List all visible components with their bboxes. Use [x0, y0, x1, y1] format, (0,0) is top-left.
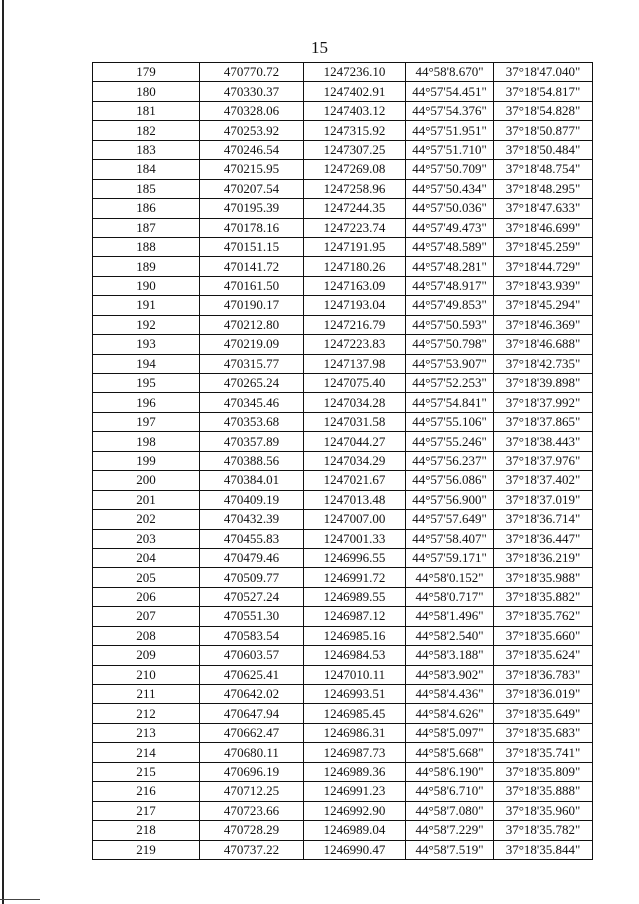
- y-coordinate-cell: 1247180.26: [304, 257, 406, 276]
- table-row: [93, 762, 593, 781]
- x-coordinate-cell: 470353.68: [200, 412, 304, 431]
- point-number-cell: 215: [93, 762, 200, 781]
- x-coordinate-cell: 470215.95: [200, 160, 304, 179]
- table-row: [93, 121, 593, 140]
- x-coordinate-cell: 470680.11: [200, 743, 304, 762]
- longitude-cell: 37°18'43.939": [494, 276, 593, 295]
- scan-edge-left: [2, 0, 4, 904]
- point-number-cell: 200: [93, 471, 200, 490]
- x-coordinate-cell: 470178.16: [200, 218, 304, 237]
- longitude-cell: 37°18'45.259": [494, 237, 593, 256]
- table-row: [93, 315, 593, 334]
- x-coordinate-cell: 470432.39: [200, 510, 304, 529]
- longitude-cell: 37°18'37.992": [494, 393, 593, 412]
- latitude-cell: 44°57'56.237": [406, 451, 494, 470]
- x-coordinate-cell: 470151.15: [200, 237, 304, 256]
- table-row: [93, 587, 593, 606]
- y-coordinate-cell: 1246993.51: [304, 685, 406, 704]
- table-row: [93, 296, 593, 315]
- y-coordinate-cell: 1246985.45: [304, 704, 406, 723]
- point-number-cell: 208: [93, 626, 200, 645]
- longitude-cell: 37°18'44.729": [494, 257, 593, 276]
- point-number-cell: 195: [93, 374, 200, 393]
- x-coordinate-cell: 470246.54: [200, 140, 304, 159]
- y-coordinate-cell: 1247044.27: [304, 432, 406, 451]
- longitude-cell: 37°18'35.624": [494, 646, 593, 665]
- latitude-cell: 44°58'5.097": [406, 723, 494, 742]
- y-coordinate-cell: 1246987.12: [304, 607, 406, 626]
- longitude-cell: 37°18'35.782": [494, 821, 593, 840]
- point-number-cell: 191: [93, 296, 200, 315]
- table-row: [93, 82, 593, 101]
- latitude-cell: 44°58'8.670": [406, 63, 494, 82]
- table-row: [93, 743, 593, 762]
- table-row: [93, 160, 593, 179]
- table-row: [93, 801, 593, 820]
- x-coordinate-cell: 470712.25: [200, 782, 304, 801]
- longitude-cell: 37°18'35.741": [494, 743, 593, 762]
- point-number-cell: 216: [93, 782, 200, 801]
- x-coordinate-cell: 470455.83: [200, 529, 304, 548]
- longitude-cell: 37°18'54.817": [494, 82, 593, 101]
- y-coordinate-cell: 1247244.35: [304, 199, 406, 218]
- longitude-cell: 37°18'35.844": [494, 840, 593, 859]
- longitude-cell: 37°18'48.754": [494, 160, 593, 179]
- latitude-cell: 44°57'49.853": [406, 296, 494, 315]
- point-number-cell: 207: [93, 607, 200, 626]
- point-number-cell: 193: [93, 335, 200, 354]
- latitude-cell: 44°58'7.080": [406, 801, 494, 820]
- point-number-cell: 188: [93, 237, 200, 256]
- x-coordinate-cell: 470190.17: [200, 296, 304, 315]
- table-row: [93, 471, 593, 490]
- x-coordinate-cell: 470141.72: [200, 257, 304, 276]
- x-coordinate-cell: 470737.22: [200, 840, 304, 859]
- x-coordinate-cell: 470696.19: [200, 762, 304, 781]
- latitude-cell: 44°58'5.668": [406, 743, 494, 762]
- longitude-cell: 37°18'35.888": [494, 782, 593, 801]
- y-coordinate-cell: 1247021.67: [304, 471, 406, 490]
- longitude-cell: 37°18'35.882": [494, 587, 593, 606]
- longitude-cell: 37°18'35.649": [494, 704, 593, 723]
- longitude-cell: 37°18'45.294": [494, 296, 593, 315]
- y-coordinate-cell: 1247258.96: [304, 179, 406, 198]
- y-coordinate-cell: 1247307.25: [304, 140, 406, 159]
- page-number: 15: [311, 38, 328, 57]
- latitude-cell: 44°57'48.281": [406, 257, 494, 276]
- longitude-cell: 37°18'38.443": [494, 432, 593, 451]
- table-row: [93, 179, 593, 198]
- longitude-cell: 37°18'47.040": [494, 63, 593, 82]
- x-coordinate-cell: 470219.09: [200, 335, 304, 354]
- y-coordinate-cell: 1246996.55: [304, 548, 406, 567]
- longitude-cell: 37°18'54.828": [494, 101, 593, 120]
- latitude-cell: 44°57'54.451": [406, 82, 494, 101]
- latitude-cell: 44°58'0.717": [406, 587, 494, 606]
- y-coordinate-cell: 1247403.12: [304, 101, 406, 120]
- table-row: [93, 548, 593, 567]
- longitude-cell: 37°18'37.865": [494, 412, 593, 431]
- latitude-cell: 44°58'4.626": [406, 704, 494, 723]
- latitude-cell: 44°57'54.376": [406, 101, 494, 120]
- x-coordinate-cell: 470728.29: [200, 821, 304, 840]
- x-coordinate-cell: 470161.50: [200, 276, 304, 295]
- longitude-cell: 37°18'35.960": [494, 801, 593, 820]
- table-row: [93, 374, 593, 393]
- table-row: [93, 140, 593, 159]
- longitude-cell: 37°18'47.633": [494, 199, 593, 218]
- longitude-cell: 37°18'42.735": [494, 354, 593, 373]
- point-number-cell: 192: [93, 315, 200, 334]
- point-number-cell: 204: [93, 548, 200, 567]
- point-number-cell: 202: [93, 510, 200, 529]
- y-coordinate-cell: 1247001.33: [304, 529, 406, 548]
- table-row: [93, 704, 593, 723]
- latitude-cell: 44°58'3.188": [406, 646, 494, 665]
- longitude-cell: 37°18'36.447": [494, 529, 593, 548]
- table-row: [93, 432, 593, 451]
- longitude-cell: 37°18'36.019": [494, 685, 593, 704]
- x-coordinate-cell: 470212.80: [200, 315, 304, 334]
- y-coordinate-cell: 1247223.83: [304, 335, 406, 354]
- latitude-cell: 44°58'0.152": [406, 568, 494, 587]
- latitude-cell: 44°58'6.190": [406, 762, 494, 781]
- longitude-cell: 37°18'36.783": [494, 665, 593, 684]
- longitude-cell: 37°18'50.484": [494, 140, 593, 159]
- point-number-cell: 186: [93, 199, 200, 218]
- x-coordinate-cell: 470265.24: [200, 374, 304, 393]
- point-number-cell: 198: [93, 432, 200, 451]
- table-row: [93, 101, 593, 120]
- point-number-cell: 194: [93, 354, 200, 373]
- latitude-cell: 44°58'4.436": [406, 685, 494, 704]
- latitude-cell: 44°57'58.407": [406, 529, 494, 548]
- latitude-cell: 44°57'48.917": [406, 276, 494, 295]
- y-coordinate-cell: 1247269.08: [304, 160, 406, 179]
- y-coordinate-cell: 1247223.74: [304, 218, 406, 237]
- x-coordinate-cell: 470384.01: [200, 471, 304, 490]
- table-row: [93, 335, 593, 354]
- x-coordinate-cell: 470527.24: [200, 587, 304, 606]
- point-number-cell: 187: [93, 218, 200, 237]
- table-row: [93, 782, 593, 801]
- table-row: [93, 199, 593, 218]
- table-row: [93, 510, 593, 529]
- latitude-cell: 44°57'55.106": [406, 412, 494, 431]
- point-number-cell: 179: [93, 63, 200, 82]
- table-row: [93, 218, 593, 237]
- latitude-cell: 44°57'51.710": [406, 140, 494, 159]
- point-number-cell: 190: [93, 276, 200, 295]
- x-coordinate-cell: 470625.41: [200, 665, 304, 684]
- point-number-cell: 212: [93, 704, 200, 723]
- x-coordinate-cell: 470195.39: [200, 199, 304, 218]
- longitude-cell: 37°18'35.809": [494, 762, 593, 781]
- x-coordinate-cell: 470409.19: [200, 490, 304, 509]
- latitude-cell: 44°57'56.900": [406, 490, 494, 509]
- point-number-cell: 184: [93, 160, 200, 179]
- x-coordinate-cell: 470328.06: [200, 101, 304, 120]
- x-coordinate-cell: 470551.30: [200, 607, 304, 626]
- longitude-cell: 37°18'46.699": [494, 218, 593, 237]
- longitude-cell: 37°18'50.877": [494, 121, 593, 140]
- point-number-cell: 196: [93, 393, 200, 412]
- point-number-cell: 185: [93, 179, 200, 198]
- point-number-cell: 211: [93, 685, 200, 704]
- latitude-cell: 44°58'1.496": [406, 607, 494, 626]
- longitude-cell: 37°18'48.295": [494, 179, 593, 198]
- table-row: [93, 840, 593, 859]
- longitude-cell: 37°18'35.762": [494, 607, 593, 626]
- longitude-cell: 37°18'35.988": [494, 568, 593, 587]
- y-coordinate-cell: 1247031.58: [304, 412, 406, 431]
- table-row: [93, 568, 593, 587]
- y-coordinate-cell: 1247034.29: [304, 451, 406, 470]
- y-coordinate-cell: 1246991.72: [304, 568, 406, 587]
- table-row: [93, 529, 593, 548]
- table-row: [93, 490, 593, 509]
- coordinates-table: [92, 62, 593, 860]
- y-coordinate-cell: 1247163.09: [304, 276, 406, 295]
- point-number-cell: 217: [93, 801, 200, 820]
- point-number-cell: 197: [93, 412, 200, 431]
- y-coordinate-cell: 1246992.90: [304, 801, 406, 820]
- point-number-cell: 209: [93, 646, 200, 665]
- point-number-cell: 206: [93, 587, 200, 606]
- latitude-cell: 44°57'54.841": [406, 393, 494, 412]
- point-number-cell: 218: [93, 821, 200, 840]
- y-coordinate-cell: 1247236.10: [304, 63, 406, 82]
- longitude-cell: 37°18'46.369": [494, 315, 593, 334]
- y-coordinate-cell: 1247034.28: [304, 393, 406, 412]
- latitude-cell: 44°57'56.086": [406, 471, 494, 490]
- table-row: [93, 451, 593, 470]
- table-row: [93, 723, 593, 742]
- y-coordinate-cell: 1247007.00: [304, 510, 406, 529]
- x-coordinate-cell: 470253.92: [200, 121, 304, 140]
- point-number-cell: 213: [93, 723, 200, 742]
- x-coordinate-cell: 470330.37: [200, 82, 304, 101]
- table-row: [93, 393, 593, 412]
- table-row: [93, 412, 593, 431]
- table-row: [93, 646, 593, 665]
- point-number-cell: 180: [93, 82, 200, 101]
- y-coordinate-cell: 1247013.48: [304, 490, 406, 509]
- x-coordinate-cell: 470315.77: [200, 354, 304, 373]
- latitude-cell: 44°57'50.036": [406, 199, 494, 218]
- table-row: [93, 821, 593, 840]
- longitude-cell: 37°18'36.219": [494, 548, 593, 567]
- latitude-cell: 44°58'6.710": [406, 782, 494, 801]
- y-coordinate-cell: 1246986.31: [304, 723, 406, 742]
- longitude-cell: 37°18'37.019": [494, 490, 593, 509]
- latitude-cell: 44°57'52.253": [406, 374, 494, 393]
- latitude-cell: 44°58'7.229": [406, 821, 494, 840]
- y-coordinate-cell: 1247010.11: [304, 665, 406, 684]
- coordinates-table-body: [93, 63, 593, 860]
- latitude-cell: 44°57'50.798": [406, 335, 494, 354]
- table-row: [93, 685, 593, 704]
- longitude-cell: 37°18'35.660": [494, 626, 593, 645]
- latitude-cell: 44°57'50.709": [406, 160, 494, 179]
- latitude-cell: 44°58'3.902": [406, 665, 494, 684]
- point-number-cell: 199: [93, 451, 200, 470]
- x-coordinate-cell: 470723.66: [200, 801, 304, 820]
- table-row: [93, 63, 593, 82]
- point-number-cell: 181: [93, 101, 200, 120]
- point-number-cell: 219: [93, 840, 200, 859]
- x-coordinate-cell: 470603.57: [200, 646, 304, 665]
- point-number-cell: 203: [93, 529, 200, 548]
- y-coordinate-cell: 1247191.95: [304, 237, 406, 256]
- point-number-cell: 214: [93, 743, 200, 762]
- x-coordinate-cell: 470583.54: [200, 626, 304, 645]
- longitude-cell: 37°18'37.976": [494, 451, 593, 470]
- longitude-cell: 37°18'37.402": [494, 471, 593, 490]
- latitude-cell: 44°57'51.951": [406, 121, 494, 140]
- point-number-cell: 182: [93, 121, 200, 140]
- latitude-cell: 44°57'53.907": [406, 354, 494, 373]
- x-coordinate-cell: 470357.89: [200, 432, 304, 451]
- y-coordinate-cell: 1246985.16: [304, 626, 406, 645]
- x-coordinate-cell: 470479.46: [200, 548, 304, 567]
- table-row: [93, 626, 593, 645]
- latitude-cell: 44°57'59.171": [406, 548, 494, 567]
- y-coordinate-cell: 1246991.23: [304, 782, 406, 801]
- longitude-cell: 37°18'36.714": [494, 510, 593, 529]
- table-row: [93, 354, 593, 373]
- x-coordinate-cell: 470345.46: [200, 393, 304, 412]
- longitude-cell: 37°18'39.898": [494, 374, 593, 393]
- y-coordinate-cell: 1246984.53: [304, 646, 406, 665]
- point-number-cell: 210: [93, 665, 200, 684]
- x-coordinate-cell: 470509.77: [200, 568, 304, 587]
- y-coordinate-cell: 1247075.40: [304, 374, 406, 393]
- latitude-cell: 44°57'49.473": [406, 218, 494, 237]
- point-number-cell: 189: [93, 257, 200, 276]
- point-number-cell: 201: [93, 490, 200, 509]
- y-coordinate-cell: 1247137.98: [304, 354, 406, 373]
- table-row: [93, 237, 593, 256]
- y-coordinate-cell: 1246989.04: [304, 821, 406, 840]
- x-coordinate-cell: 470642.02: [200, 685, 304, 704]
- table-row: [93, 276, 593, 295]
- point-number-cell: 183: [93, 140, 200, 159]
- y-coordinate-cell: 1247193.04: [304, 296, 406, 315]
- y-coordinate-cell: 1247402.91: [304, 82, 406, 101]
- latitude-cell: 44°57'50.593": [406, 315, 494, 334]
- x-coordinate-cell: 470647.94: [200, 704, 304, 723]
- y-coordinate-cell: 1246989.36: [304, 762, 406, 781]
- y-coordinate-cell: 1246987.73: [304, 743, 406, 762]
- table-row: [93, 665, 593, 684]
- scan-edge-bottom: [0, 899, 40, 900]
- y-coordinate-cell: 1247315.92: [304, 121, 406, 140]
- longitude-cell: 37°18'35.683": [494, 723, 593, 742]
- y-coordinate-cell: 1246990.47: [304, 840, 406, 859]
- latitude-cell: 44°57'48.589": [406, 237, 494, 256]
- longitude-cell: 37°18'46.688": [494, 335, 593, 354]
- x-coordinate-cell: 470388.56: [200, 451, 304, 470]
- y-coordinate-cell: 1246989.55: [304, 587, 406, 606]
- table-row: [93, 607, 593, 626]
- point-number-cell: 205: [93, 568, 200, 587]
- x-coordinate-cell: 470662.47: [200, 723, 304, 742]
- table-row: [93, 257, 593, 276]
- latitude-cell: 44°57'57.649": [406, 510, 494, 529]
- x-coordinate-cell: 470770.72: [200, 63, 304, 82]
- latitude-cell: 44°57'55.246": [406, 432, 494, 451]
- x-coordinate-cell: 470207.54: [200, 179, 304, 198]
- latitude-cell: 44°58'2.540": [406, 626, 494, 645]
- latitude-cell: 44°57'50.434": [406, 179, 494, 198]
- y-coordinate-cell: 1247216.79: [304, 315, 406, 334]
- latitude-cell: 44°58'7.519": [406, 840, 494, 859]
